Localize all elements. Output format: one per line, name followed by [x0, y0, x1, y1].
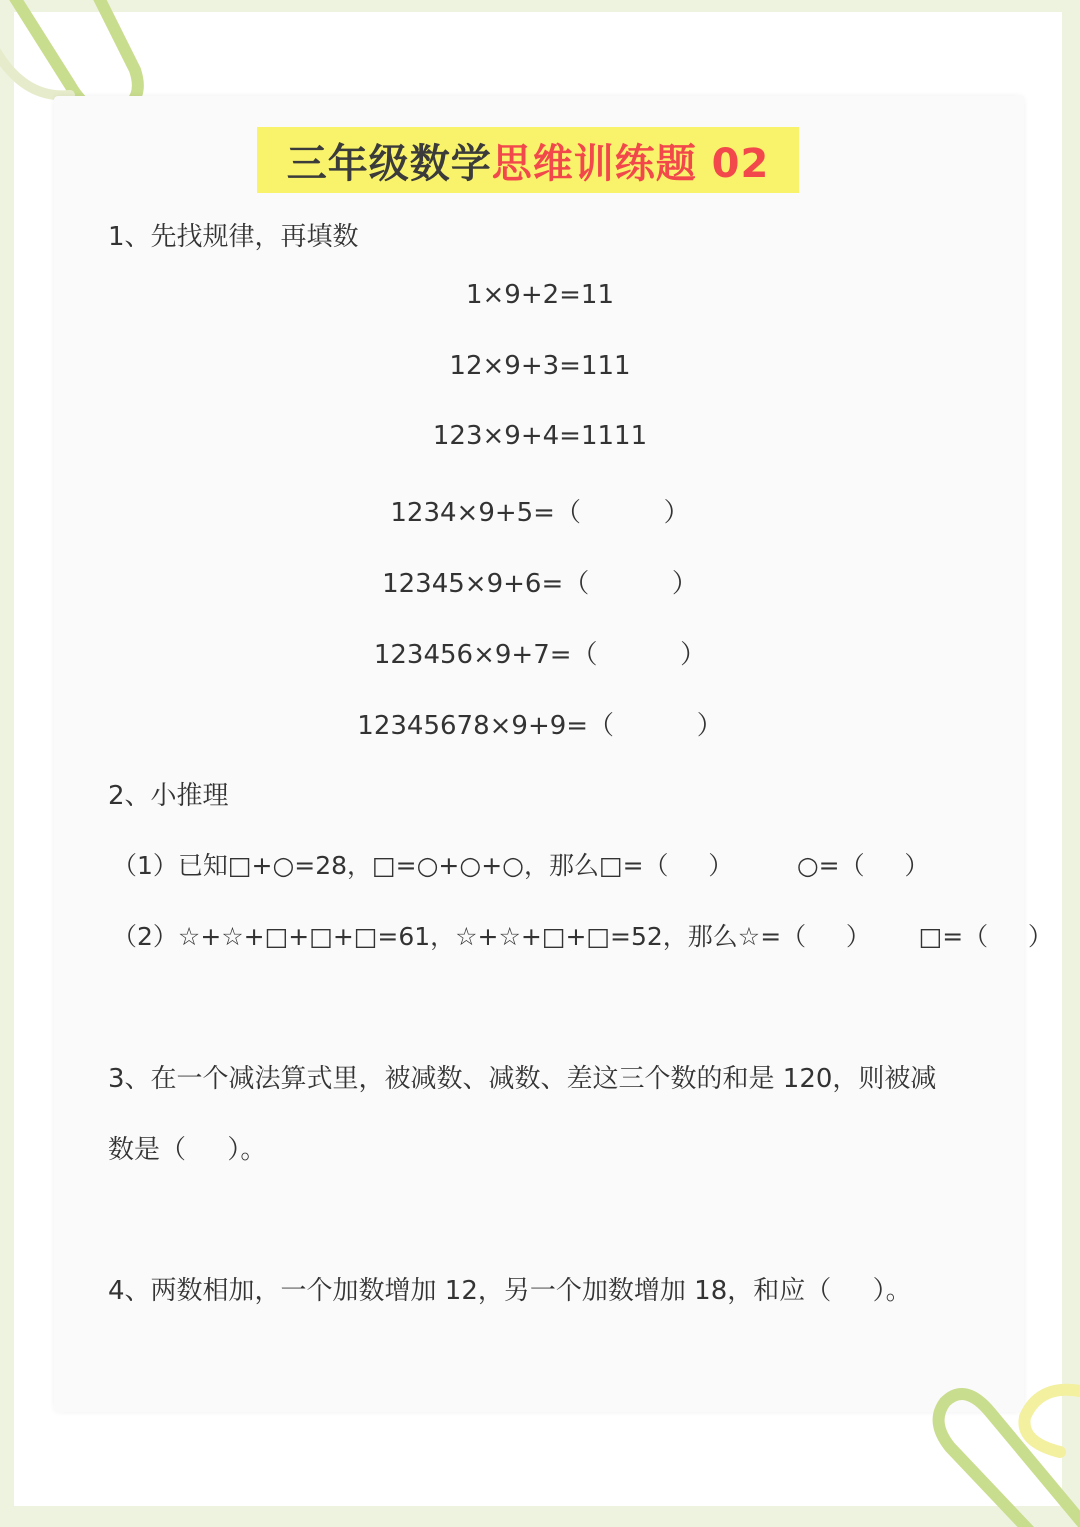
- question-3-line2: 数是（ ）。: [108, 1135, 267, 1165]
- title-part2: 思维训练题 02: [491, 140, 770, 187]
- pattern-line: 12345×9+6=（ ）: [382, 569, 698, 599]
- pattern-line: 12345678×9+9=（ ）: [357, 711, 723, 741]
- question-4: 4、两数相加，一个加数增加 12，另一个加数增加 18，和应（ ）。: [108, 1276, 912, 1306]
- question-2-part1: （1）已知□+○=28，□=○+○+○，那么□=（ ） ○=（ ）: [112, 851, 930, 880]
- question-3-line1: 3、在一个减法算式里，被减数、减数、差这三个数的和是 120，则被减: [108, 1064, 937, 1094]
- pattern-line: 123456×9+7=（ ）: [373, 640, 707, 670]
- question-2-heading: 2、小推理: [108, 781, 229, 811]
- question-1-heading: 1、先找规律，再填数: [108, 222, 359, 252]
- pattern-line: 1×9+2=11: [465, 280, 615, 310]
- title-part1: 三年级数学: [286, 140, 492, 187]
- page-title: [257, 127, 799, 193]
- pattern-line: 1234×9+5=（ ）: [390, 498, 690, 528]
- pattern-line: 12×9+3=111: [449, 351, 631, 381]
- question-2-part2: （2）☆+☆+□+□+□=61，☆+☆+□+□=52，那么☆=（ ） □=（ ）: [112, 922, 1053, 951]
- pattern-line: 123×9+4=1111: [432, 421, 648, 451]
- paperclip-icon: [930, 1342, 1080, 1527]
